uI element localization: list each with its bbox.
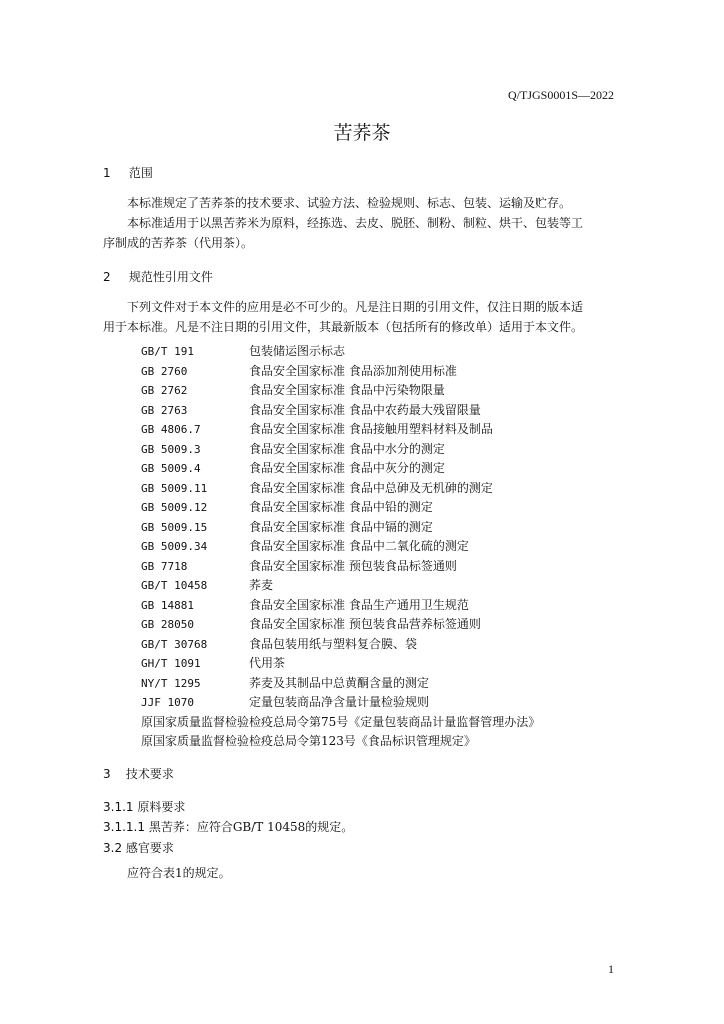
section-title: 范围 [128, 166, 153, 180]
section-title: 技术要求 [125, 767, 174, 781]
document-title: 苦荞茶 [333, 122, 391, 144]
reference-code: GB/T 30768 [141, 637, 208, 651]
reference-title: 荞麦 [249, 578, 274, 592]
reference-code: GB 5009.15 [141, 520, 208, 534]
subsection-title: 黑苦荞： [148, 820, 197, 834]
reference-note-1: 原国家质量监督检验检疫总局令第75号《定量包装商品计量监督管理办法》 [141, 714, 541, 729]
reference-title: 食品安全国家标准 食品接触用塑料材料及制品 [249, 422, 493, 436]
subsection-3-2 [103, 839, 174, 856]
reference-title: 包装储运图示标志 [249, 344, 346, 358]
reference-title: 食品安全国家标准 预包装食品营养标签通则 [249, 617, 481, 631]
reference-row [141, 635, 540, 655]
reference-title: 食品安全国家标准 食品中农药最大残留限量 [249, 402, 481, 417]
section-heading-scope [103, 164, 153, 181]
reference-code: GB 5009.34 [141, 540, 208, 553]
reference-title: 食品安全国家标准 食品添加剂使用标准 [249, 363, 457, 378]
section-number: 2 [103, 270, 111, 284]
section-heading-tech [103, 765, 174, 782]
reference-title: 食品安全国家标准 食品中灰分的测定 [249, 461, 445, 475]
subsection-3-1-1-1 [103, 818, 353, 835]
reference-code: GB 14881 [141, 598, 194, 612]
reference-title: 代用茶 [249, 656, 286, 670]
reference-row [141, 479, 540, 499]
reference-code: GB 2762 [141, 384, 188, 397]
reference-code: GB 2763 [141, 403, 188, 417]
reference-row [141, 557, 540, 577]
reference-row [141, 518, 540, 538]
reference-list [141, 342, 540, 752]
reference-title: 荞麦及其制品中总黄酮含量的测定 [249, 675, 430, 690]
reference-code: NY/T 1295 [141, 676, 201, 690]
reference-code: GB 28050 [141, 618, 194, 631]
reference-code: GH/T 1091 [141, 657, 201, 670]
reference-row [141, 654, 540, 674]
reference-row [141, 362, 540, 382]
reference-row [141, 674, 540, 694]
reference-title: 食品安全国家标准 食品中二氧化硫的测定 [249, 539, 469, 553]
scope-paragraphs [103, 193, 618, 253]
reference-code: GB 5009.11 [141, 481, 208, 495]
reference-title: 食品安全国家标准 食品生产通用卫生规范 [249, 597, 469, 612]
reference-code: GB 2760 [141, 364, 188, 378]
section-title: 规范性引用文件 [128, 270, 213, 284]
reference-title: 定量包装商品净含量计量检验规则 [249, 695, 430, 709]
subsection-3-2-text: 应符合表1的规定。 [127, 866, 231, 880]
normative-intro [103, 297, 618, 337]
reference-code: GB/T 191 [141, 345, 194, 358]
reference-row [141, 498, 540, 518]
subsection-3-1-1 [103, 798, 185, 815]
scope-para-1: 本标准规定了苦荞茶的技术要求、试验方法、检验规则、标志、包装、运输及贮存。 [127, 196, 572, 210]
reference-row [141, 381, 540, 401]
reference-code: GB 5009.3 [141, 442, 201, 456]
reference-title: 食品安全国家标准 食品中总砷及无机砷的测定 [249, 480, 493, 495]
scope-para-2-line-2: 序制成的苦荞茶（代用茶）。 [103, 236, 254, 250]
standard-code: Q/TJGS0001S—2022 [507, 88, 614, 102]
section-heading-normative [103, 268, 213, 285]
reference-title: 食品包装用纸与塑料复合膜、袋 [249, 636, 418, 651]
subsection-number: 3.2 [103, 841, 123, 855]
reference-row [141, 420, 540, 440]
subsection-title: 原料要求 [137, 800, 186, 814]
subsection-number: 3.1.1.1 [103, 820, 145, 834]
scope-para-2-line-1: 本标准适用于以黑苦荞米为原料，经拣选、去皮、脱胚、制粉、制粒、烘干、包装等工 [127, 216, 584, 230]
normative-intro-line-1: 下列文件对于本文件的应用是必不可少的。凡是注日期的引用文件，仅注日期的版本适 [127, 300, 584, 314]
reference-row [141, 615, 540, 635]
reference-row [141, 596, 540, 616]
subsection-number: 3.1.1 [103, 800, 134, 814]
reference-title: 食品安全国家标准 食品中铅的测定 [249, 500, 433, 514]
reference-row [141, 440, 540, 460]
normative-intro-line-2: 用于本标准。凡是不注日期的引用文件，其最新版本（包括所有的修改单）适用于本文件。 [103, 320, 584, 334]
reference-code: GB/T 10458 [141, 579, 208, 592]
reference-title: 食品安全国家标准 食品中水分的测定 [249, 441, 445, 456]
reference-title: 食品安全国家标准 食品中污染物限量 [249, 383, 445, 397]
reference-code: GB 4806.7 [141, 423, 201, 436]
reference-code: GB 7718 [141, 559, 188, 573]
subsection-title: 感官要求 [125, 841, 174, 855]
subsection-text: 应符合GB/T 10458的规定。 [196, 820, 354, 834]
section-number: 1 [103, 166, 111, 180]
reference-row [141, 693, 540, 713]
reference-code: JJF 1070 [141, 696, 194, 709]
reference-row [141, 537, 540, 557]
reference-code: GB 5009.4 [141, 462, 201, 475]
reference-row [141, 576, 540, 596]
reference-row [141, 459, 540, 479]
reference-title: 食品安全国家标准 预包装食品标签通则 [249, 558, 457, 573]
reference-row [141, 401, 540, 421]
reference-title: 食品安全国家标准 食品中镉的测定 [249, 519, 433, 534]
section-number: 3 [103, 767, 111, 781]
reference-code: GB 5009.12 [141, 501, 208, 514]
page-number: 1 [608, 962, 614, 976]
reference-note-2: 原国家质量监督检验检疫总局令第123号《食品标识管理规定》 [141, 734, 476, 748]
reference-row [141, 342, 540, 362]
